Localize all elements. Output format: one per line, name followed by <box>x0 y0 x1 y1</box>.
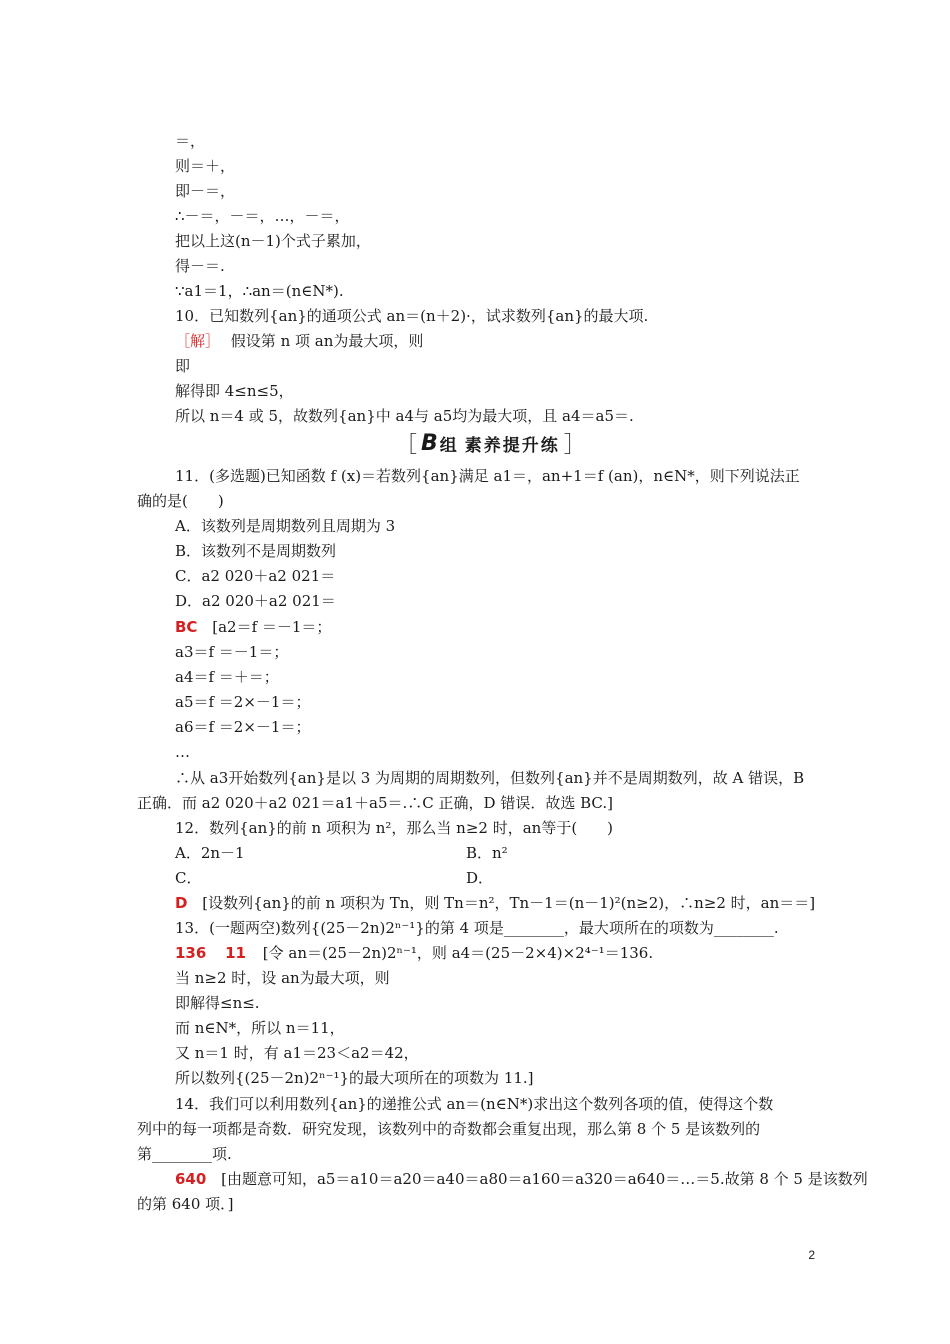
question-14: 14．我们可以利用数列{an}的递推公式 an＝(n∈N*)求出这个数列各项的值，使得这个数 <box>175 1095 774 1113</box>
option-c: C．a2 020＋a2 021＝ <box>175 567 336 585</box>
solution-line <box>175 331 423 351</box>
text-line: 即－＝， <box>175 182 236 200</box>
text-line: 确的是( ) <box>137 492 224 510</box>
section-group: 组 <box>439 435 457 456</box>
text-line: 正确．而 a2 020＋a2 021＝a1＋a5＝.∴C 正确，D 错误．故选 BC.] <box>137 794 613 812</box>
question-10: 10．已知数列{an}的通项公式 an＝(n＋2)·，试求数列{an}的最大项. <box>175 307 649 325</box>
answer-text: [令 an＝(25－2n)2ⁿ⁻¹，则 a4＝(25－2×4)×2⁴⁻¹＝136. <box>262 944 654 962</box>
text-line: 列中的每一项都是奇数．研究发现，该数列中的奇数都会重复出现，那么第 8 个 5 是该数列的 <box>137 1120 761 1138</box>
answer-line-13 <box>175 943 653 963</box>
option-c: C． <box>175 869 202 887</box>
section-letter: B <box>421 430 438 456</box>
option-d: D．a2 020＋a2 021＝ <box>175 592 336 610</box>
text-line: a3＝f ＝－1＝； <box>175 643 289 661</box>
option-b: B．该数列不是周期数列 <box>175 542 337 560</box>
text-line: 即 <box>175 357 191 375</box>
text-line: 的第 640 项．] <box>137 1195 234 1213</box>
answer-line-12 <box>175 893 815 913</box>
answer-line-14 <box>175 1169 868 1189</box>
section-bracket-open: ［ <box>395 432 418 458</box>
solution-text: 假设第 n 项 an为最大项，则 <box>230 332 424 350</box>
section-title: 素养提升练 <box>464 435 560 456</box>
answer-13-second: 11 <box>225 944 246 962</box>
option-a: A．该数列是周期数列且周期为 3 <box>175 517 396 535</box>
text-line: 第________项. <box>137 1145 232 1163</box>
text-line: a6＝f ＝2×－1＝； <box>175 718 311 736</box>
question-12: 12．数列{an}的前 n 项积为 n²，那么当 n≥2 时，an等于( ) <box>175 819 614 837</box>
text-line: ∴－＝，－＝，…，－＝， <box>175 207 350 225</box>
text-line: 则＝＋， <box>175 157 236 175</box>
option-b: B．n² <box>466 844 508 862</box>
text-line: 即解得≤n≤. <box>175 994 260 1012</box>
question-13: 13．(一题两空)数列{(25－2n)2ⁿ⁻¹}的第 4 项是________，最大项所在的项数为________. <box>175 919 779 937</box>
text-line: a5＝f ＝2×－1＝； <box>175 693 311 711</box>
answer-11: BC <box>175 618 198 636</box>
option-d: D． <box>466 869 494 887</box>
text-line: 又 n＝1 时，有 a1＝23＜a2＝42， <box>175 1044 419 1062</box>
text-line: ＝， <box>175 132 206 150</box>
answer-text: [a2＝f ＝－1＝； <box>212 618 332 636</box>
option-a: A．2n－1 <box>175 844 245 862</box>
answer-text: [由题意可知，a5＝a10＝a20＝a40＝a80＝a160＝a320＝a640＝…＝5.故第 8 个 5 是该数列 <box>221 1170 868 1188</box>
answer-13-first: 136 <box>175 944 207 962</box>
page-number: 2 <box>808 1248 815 1262</box>
text-line: 解得即 4≤n≤5， <box>175 382 294 400</box>
section-bracket-close: ］ <box>563 432 586 458</box>
answer-12: D <box>175 894 188 912</box>
answer-text: [设数列{an}的前 n 项积为 Tn，则 Tn＝n²，Tn－1＝(n－1)²(n≥2)，∴n≥2 时，an＝＝] <box>202 894 816 912</box>
text-line: ∴从 a3开始数列{an}是以 3 为周期的周期数列，但数列{an}并不是周期数列，故 A 错误，B <box>175 769 805 787</box>
question-11: 11．(多选题)已知函数 f (x)＝若数列{an}满足 a1＝，an+1＝f (an)，n∈N*，则下列说法正 <box>175 467 800 485</box>
text-line: 所以 n＝4 或 5，故数列{an}中 a4与 a5均为最大项，且 a4＝a5＝. <box>175 407 634 425</box>
answer-14: 640 <box>175 1170 207 1188</box>
text-line: … <box>175 743 190 761</box>
text-line: 得－＝. <box>175 257 225 275</box>
text-line: 把以上这(n－1)个式子累加， <box>175 232 371 250</box>
solution-label: ［解］ <box>175 332 221 350</box>
text-line: 而 n∈N*，所以 n＝11， <box>175 1019 345 1037</box>
text-line: 所以数列{(25－2n)2ⁿ⁻¹}的最大项所在的项数为 11.] <box>175 1069 534 1087</box>
text-line: a4＝f ＝＋＝； <box>175 668 279 686</box>
section-header-b <box>395 429 586 457</box>
text-line: ∵a1＝1，∴an＝(n∈N*). <box>175 282 344 300</box>
text-line: 当 n≥2 时，设 an为最大项，则 <box>175 969 390 987</box>
answer-line-11 <box>175 617 331 637</box>
